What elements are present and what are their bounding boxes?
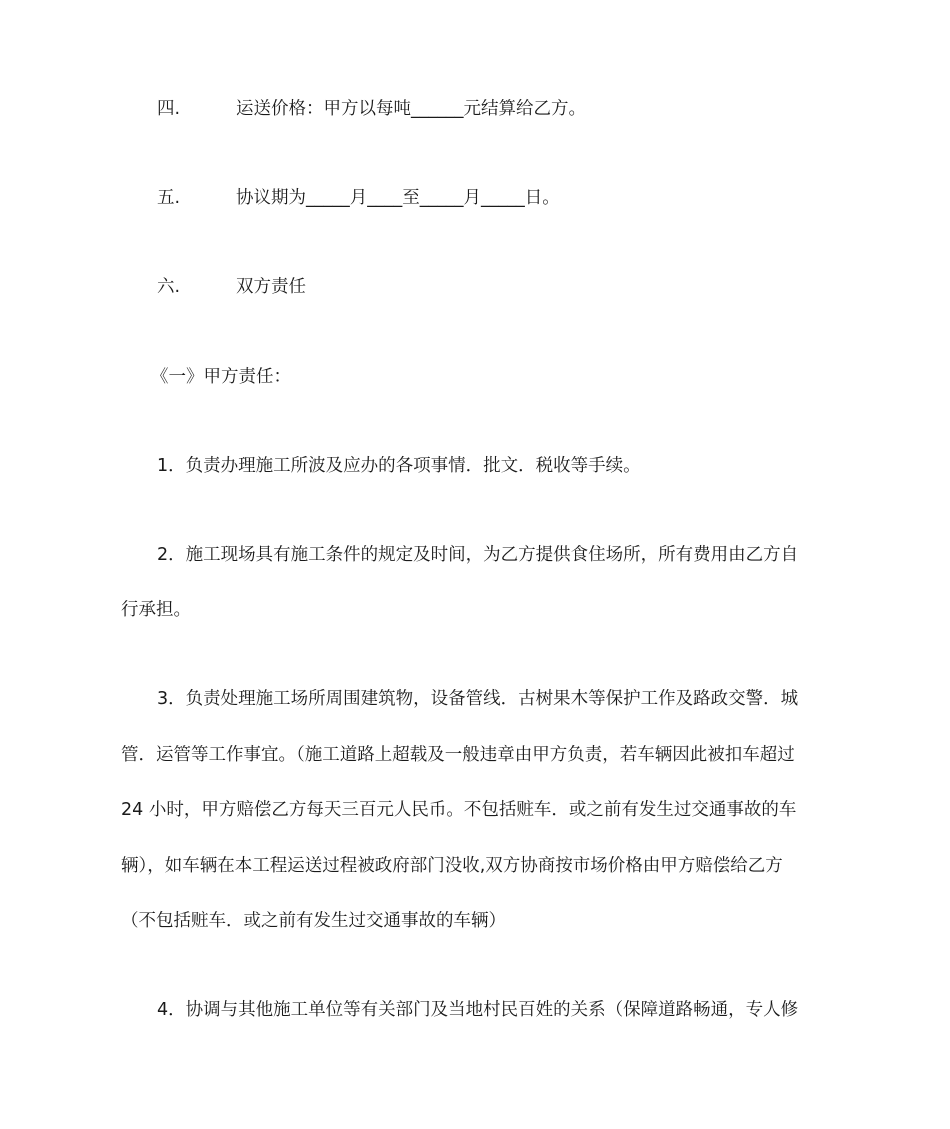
- item-4-line-1: 4．协调与其他施工单位等有关部门及当地村民百姓的关系（保障道路畅通，专人修: [157, 1000, 799, 1020]
- item-3-line-4: 辆），如车辆在本工程运送过程被政府部门没收,双方协商按市场价格由甲方赔偿给乙方: [121, 856, 783, 876]
- item-3-line-2: 管．运管等工作事宜。（施工道路上超载及一般违章由甲方负责，若车辆因此被扣车超过: [121, 745, 795, 765]
- item-3-line-1: 3．负责处理施工场所周围建筑物，设备管线．古树果木等保护工作及路政交警．城: [157, 689, 799, 709]
- item-3-line-5: （不包括赃车．或之前有发生过交通事故的车辆）: [121, 911, 506, 931]
- section-4-number: 四.: [157, 99, 181, 119]
- item-3-line-3: 24 小时，甲方赔偿乙方每天三百元人民币。不包括赃车．或之前有发生过交通事故的车: [121, 800, 797, 820]
- item-2-line-2: 行承担。: [121, 600, 191, 620]
- section-5-number: 五.: [157, 188, 181, 208]
- item-2-line-1: 2．施工现场具有施工条件的规定及时间，为乙方提供食住场所，所有费用由乙方自: [157, 545, 799, 565]
- party-a-responsibility-heading: 《一》甲方责任：: [151, 367, 291, 387]
- section-4-text: 运送价格：甲方以每吨______元结算给乙方。: [236, 99, 586, 119]
- section-6-text: 双方责任: [236, 277, 306, 297]
- item-1-line-1: 1．负责办理施工所波及应办的各项事情．批文．税收等手续。: [157, 456, 641, 476]
- section-5-text: 协议期为_____月____至_____月_____日。: [236, 188, 560, 208]
- section-6-number: 六.: [157, 277, 181, 297]
